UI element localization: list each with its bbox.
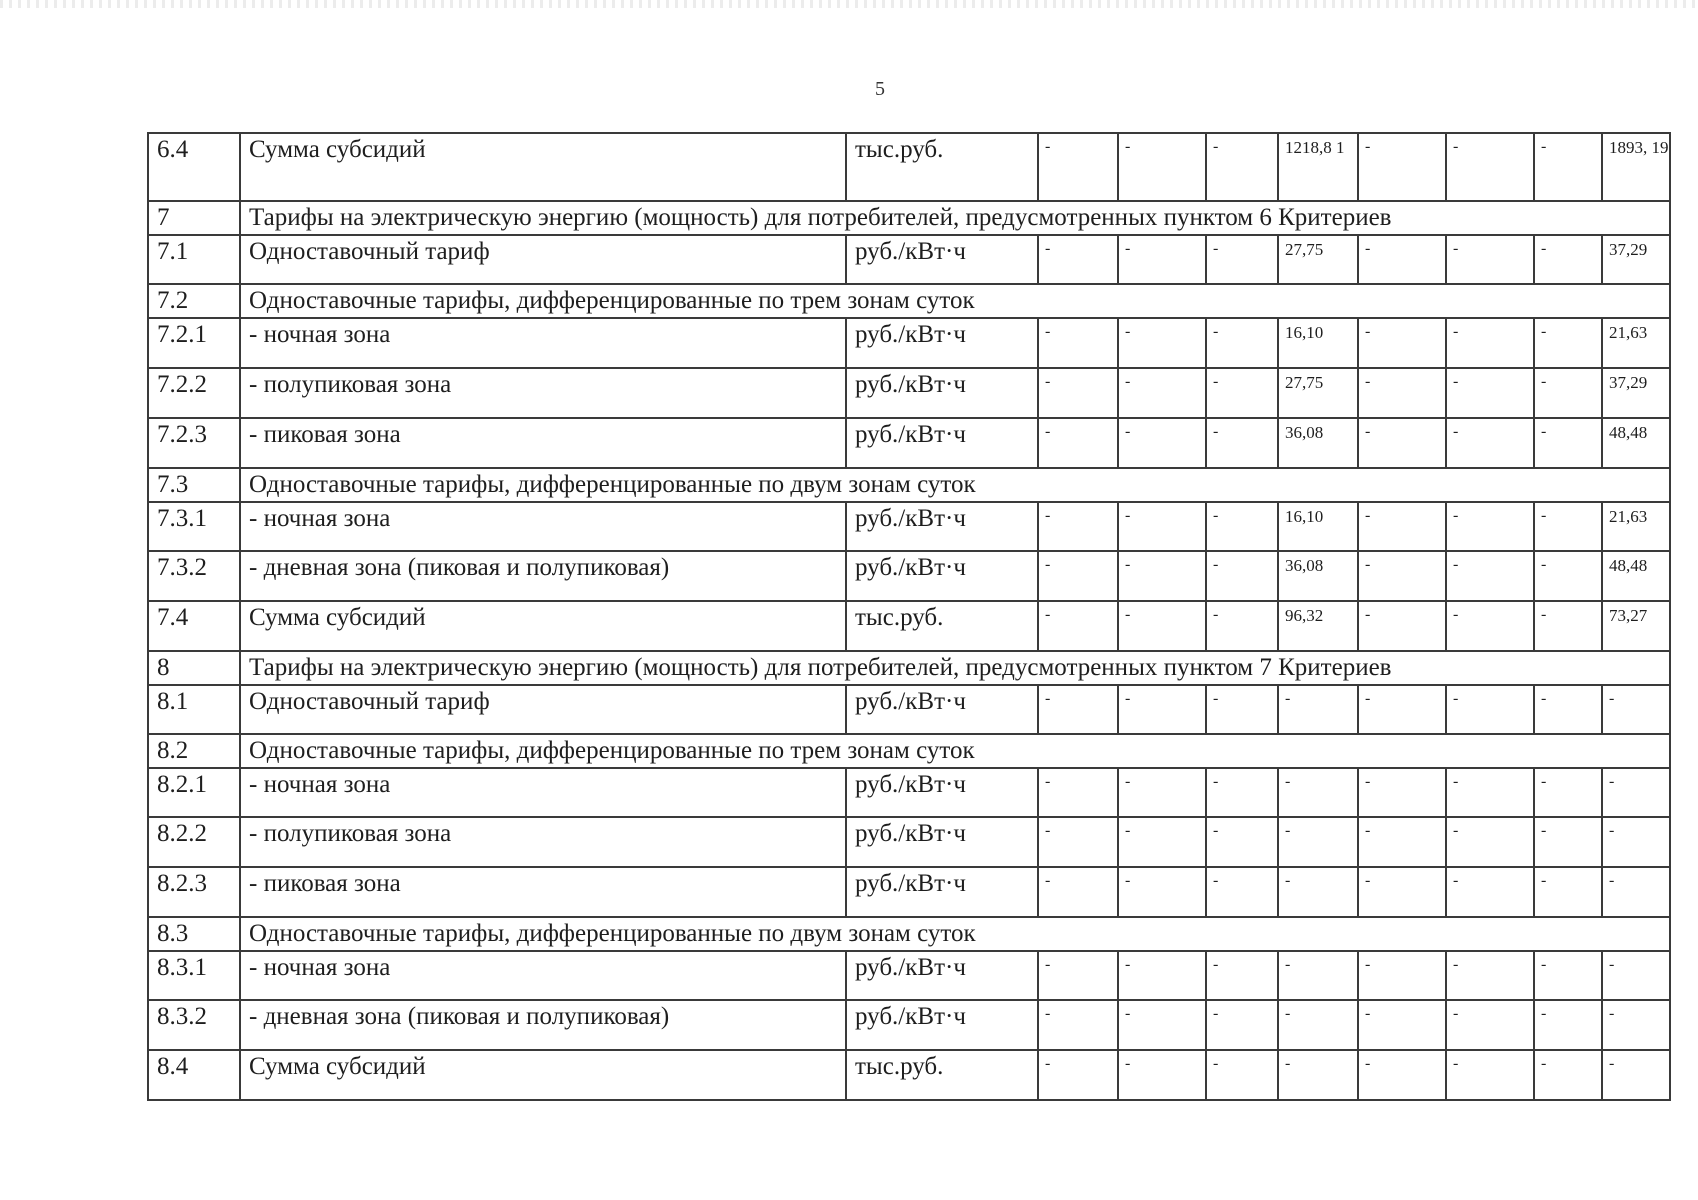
row-unit: руб./кВт·ч — [846, 551, 1038, 601]
section-title: Одноставочные тарифы, дифференцированные по двум зонам суток — [240, 917, 1670, 951]
value-cell: - — [1534, 685, 1602, 734]
value-cell: 1218,8 1 — [1278, 133, 1358, 201]
table-row — [148, 817, 1670, 867]
value-cell: - — [1038, 601, 1118, 651]
row-unit: руб./кВт·ч — [846, 817, 1038, 867]
row-number: 7.3.2 — [148, 551, 240, 601]
row-name: Сумма субсидий — [240, 1050, 846, 1100]
row-unit: руб./кВт·ч — [846, 1000, 1038, 1050]
row-unit: руб./кВт·ч — [846, 368, 1038, 418]
row-unit: руб./кВт·ч — [846, 318, 1038, 368]
value-cell: - — [1206, 951, 1278, 1000]
row-number: 7 — [148, 201, 240, 235]
row-unit: тыс.руб. — [846, 133, 1038, 201]
value-cell: - — [1602, 768, 1670, 817]
row-number: 8.2.2 — [148, 817, 240, 867]
value-cell: 96,32 — [1278, 601, 1358, 651]
value-cell: - — [1602, 817, 1670, 867]
value-cell: - — [1038, 368, 1118, 418]
row-unit: руб./кВт·ч — [846, 418, 1038, 468]
value-cell: - — [1534, 951, 1602, 1000]
row-number: 7.2.1 — [148, 318, 240, 368]
row-number: 7.2.2 — [148, 368, 240, 418]
scan-edge-noise — [0, 0, 1698, 8]
value-cell: - — [1206, 1000, 1278, 1050]
table-row — [148, 1000, 1670, 1050]
value-cell: - — [1206, 1050, 1278, 1100]
value-cell: - — [1602, 867, 1670, 917]
value-cell: - — [1534, 235, 1602, 284]
value-cell: - — [1358, 601, 1446, 651]
row-number: 8.3.1 — [148, 951, 240, 1000]
value-cell: - — [1534, 768, 1602, 817]
section-row — [148, 284, 1670, 318]
value-cell: 16,10 — [1278, 502, 1358, 551]
row-unit: руб./кВт·ч — [846, 867, 1038, 917]
row-number: 7.1 — [148, 235, 240, 284]
table-row — [148, 235, 1670, 284]
section-row — [148, 917, 1670, 951]
row-number: 8.1 — [148, 685, 240, 734]
value-cell: 27,75 — [1278, 235, 1358, 284]
value-cell: 27,75 — [1278, 368, 1358, 418]
value-cell: - — [1602, 1000, 1670, 1050]
table-row — [148, 867, 1670, 917]
row-name: - ночная зона — [240, 951, 846, 1000]
value-cell: - — [1446, 235, 1534, 284]
value-cell: - — [1038, 418, 1118, 468]
row-name: - дневная зона (пиковая и полупиковая) — [240, 551, 846, 601]
row-name: - пиковая зона — [240, 418, 846, 468]
row-unit: руб./кВт·ч — [846, 235, 1038, 284]
value-cell: - — [1278, 1050, 1358, 1100]
tariff-table-body — [148, 133, 1670, 1100]
row-name: - полупиковая зона — [240, 817, 846, 867]
section-row — [148, 468, 1670, 502]
value-cell: - — [1534, 368, 1602, 418]
row-name: Сумма субсидий — [240, 133, 846, 201]
value-cell: 37,29 — [1602, 235, 1670, 284]
value-cell: - — [1358, 1000, 1446, 1050]
value-cell: - — [1534, 817, 1602, 867]
value-cell: - — [1446, 951, 1534, 1000]
value-cell: - — [1446, 768, 1534, 817]
value-cell: - — [1206, 551, 1278, 601]
value-cell: - — [1358, 502, 1446, 551]
value-cell: - — [1206, 768, 1278, 817]
value-cell: - — [1038, 502, 1118, 551]
row-name: - ночная зона — [240, 318, 846, 368]
row-name: - ночная зона — [240, 768, 846, 817]
value-cell: 37,29 — [1602, 368, 1670, 418]
value-cell: - — [1206, 133, 1278, 201]
value-cell: - — [1278, 951, 1358, 1000]
row-unit: тыс.руб. — [846, 601, 1038, 651]
value-cell: - — [1206, 867, 1278, 917]
value-cell: - — [1206, 418, 1278, 468]
value-cell: 21,63 — [1602, 502, 1670, 551]
value-cell: - — [1602, 685, 1670, 734]
value-cell: - — [1446, 1050, 1534, 1100]
value-cell: 16,10 — [1278, 318, 1358, 368]
value-cell: - — [1446, 551, 1534, 601]
value-cell: - — [1358, 768, 1446, 817]
section-title: Тарифы на электрическую энергию (мощность) для потребителей, предусмотренных пунктом 7 Критериев — [240, 651, 1670, 685]
row-number: 6.4 — [148, 133, 240, 201]
page-number: 5 — [875, 78, 885, 100]
value-cell: - — [1446, 601, 1534, 651]
value-cell: - — [1278, 817, 1358, 867]
section-row — [148, 201, 1670, 235]
value-cell: - — [1038, 133, 1118, 201]
row-name: Одноставочный тариф — [240, 685, 846, 734]
row-name: - пиковая зона — [240, 867, 846, 917]
section-title: Тарифы на электрическую энергию (мощность) для потребителей, предусмотренных пунктом 6 Критериев — [240, 201, 1670, 235]
value-cell: 73,27 — [1602, 601, 1670, 651]
value-cell: - — [1534, 502, 1602, 551]
value-cell: - — [1534, 867, 1602, 917]
value-cell: - — [1118, 318, 1206, 368]
value-cell: - — [1534, 318, 1602, 368]
row-name: Одноставочный тариф — [240, 235, 846, 284]
value-cell: - — [1118, 418, 1206, 468]
tariff-table — [147, 132, 1671, 1101]
value-cell: - — [1118, 768, 1206, 817]
row-unit: руб./кВт·ч — [846, 951, 1038, 1000]
table-row — [148, 502, 1670, 551]
section-title: Одноставочные тарифы, дифференцированные по двум зонам суток — [240, 468, 1670, 502]
value-cell: - — [1118, 867, 1206, 917]
section-title: Одноставочные тарифы, дифференцированные по трем зонам суток — [240, 734, 1670, 768]
value-cell: - — [1358, 318, 1446, 368]
value-cell: 48,48 — [1602, 551, 1670, 601]
value-cell: 36,08 — [1278, 418, 1358, 468]
value-cell: 36,08 — [1278, 551, 1358, 601]
value-cell: - — [1206, 685, 1278, 734]
value-cell: - — [1038, 768, 1118, 817]
value-cell: - — [1118, 133, 1206, 201]
value-cell: - — [1206, 235, 1278, 284]
value-cell: - — [1206, 318, 1278, 368]
value-cell: - — [1358, 817, 1446, 867]
value-cell: - — [1446, 867, 1534, 917]
value-cell: - — [1534, 133, 1602, 201]
value-cell: - — [1358, 685, 1446, 734]
value-cell: - — [1118, 951, 1206, 1000]
row-unit: руб./кВт·ч — [846, 685, 1038, 734]
value-cell: - — [1038, 817, 1118, 867]
row-number: 8.4 — [148, 1050, 240, 1100]
value-cell: - — [1358, 418, 1446, 468]
value-cell: - — [1038, 318, 1118, 368]
value-cell: - — [1038, 685, 1118, 734]
value-cell: - — [1206, 601, 1278, 651]
value-cell: - — [1278, 1000, 1358, 1050]
table-row — [148, 133, 1670, 201]
table-row — [148, 951, 1670, 1000]
value-cell: - — [1038, 235, 1118, 284]
value-cell: - — [1038, 867, 1118, 917]
value-cell: - — [1358, 235, 1446, 284]
value-cell: - — [1038, 951, 1118, 1000]
value-cell: - — [1358, 368, 1446, 418]
value-cell: - — [1446, 502, 1534, 551]
value-cell: - — [1358, 951, 1446, 1000]
row-number: 7.4 — [148, 601, 240, 651]
value-cell: - — [1206, 368, 1278, 418]
value-cell: - — [1602, 951, 1670, 1000]
value-cell: - — [1446, 685, 1534, 734]
section-row — [148, 734, 1670, 768]
row-number: 7.3 — [148, 468, 240, 502]
value-cell: - — [1446, 368, 1534, 418]
section-title: Одноставочные тарифы, дифференцированные по трем зонам суток — [240, 284, 1670, 318]
value-cell: 21,63 — [1602, 318, 1670, 368]
value-cell: - — [1602, 1050, 1670, 1100]
value-cell: - — [1038, 1050, 1118, 1100]
row-unit: руб./кВт·ч — [846, 502, 1038, 551]
value-cell: - — [1118, 1050, 1206, 1100]
table-row — [148, 601, 1670, 651]
value-cell: - — [1118, 1000, 1206, 1050]
value-cell: - — [1446, 418, 1534, 468]
table-row — [148, 368, 1670, 418]
row-name: - полупиковая зона — [240, 368, 846, 418]
value-cell: - — [1038, 551, 1118, 601]
value-cell: - — [1446, 1000, 1534, 1050]
value-cell: - — [1534, 1000, 1602, 1050]
value-cell: - — [1534, 1050, 1602, 1100]
row-name: - ночная зона — [240, 502, 846, 551]
row-number: 7.2 — [148, 284, 240, 318]
row-unit: руб./кВт·ч — [846, 768, 1038, 817]
table-row — [148, 551, 1670, 601]
row-number: 8.3 — [148, 917, 240, 951]
value-cell: - — [1534, 551, 1602, 601]
row-unit: тыс.руб. — [846, 1050, 1038, 1100]
value-cell: - — [1358, 1050, 1446, 1100]
row-number: 7.2.3 — [148, 418, 240, 468]
row-name: Сумма субсидий — [240, 601, 846, 651]
table-row — [148, 685, 1670, 734]
value-cell: - — [1278, 685, 1358, 734]
row-number: 7.3.1 — [148, 502, 240, 551]
row-number: 8.2 — [148, 734, 240, 768]
value-cell: - — [1118, 601, 1206, 651]
table-row — [148, 318, 1670, 368]
value-cell: - — [1278, 867, 1358, 917]
value-cell: - — [1358, 133, 1446, 201]
value-cell: - — [1118, 502, 1206, 551]
table-row — [148, 768, 1670, 817]
value-cell: - — [1118, 817, 1206, 867]
row-number: 8.2.1 — [148, 768, 240, 817]
value-cell: - — [1206, 817, 1278, 867]
row-name: - дневная зона (пиковая и полупиковая) — [240, 1000, 846, 1050]
value-cell: - — [1358, 867, 1446, 917]
value-cell: - — [1446, 817, 1534, 867]
value-cell: - — [1278, 768, 1358, 817]
section-row — [148, 651, 1670, 685]
value-cell: - — [1118, 368, 1206, 418]
value-cell: - — [1118, 685, 1206, 734]
value-cell: - — [1118, 551, 1206, 601]
value-cell: 48,48 — [1602, 418, 1670, 468]
value-cell: - — [1206, 502, 1278, 551]
value-cell: - — [1534, 601, 1602, 651]
row-number: 8.2.3 — [148, 867, 240, 917]
value-cell: - — [1038, 1000, 1118, 1050]
value-cell: - — [1446, 318, 1534, 368]
table-row — [148, 1050, 1670, 1100]
table-row — [148, 418, 1670, 468]
value-cell: - — [1358, 551, 1446, 601]
value-cell: - — [1446, 133, 1534, 201]
value-cell: 1893, 19 — [1602, 133, 1670, 201]
value-cell: - — [1534, 418, 1602, 468]
row-number: 8 — [148, 651, 240, 685]
value-cell: - — [1118, 235, 1206, 284]
row-number: 8.3.2 — [148, 1000, 240, 1050]
